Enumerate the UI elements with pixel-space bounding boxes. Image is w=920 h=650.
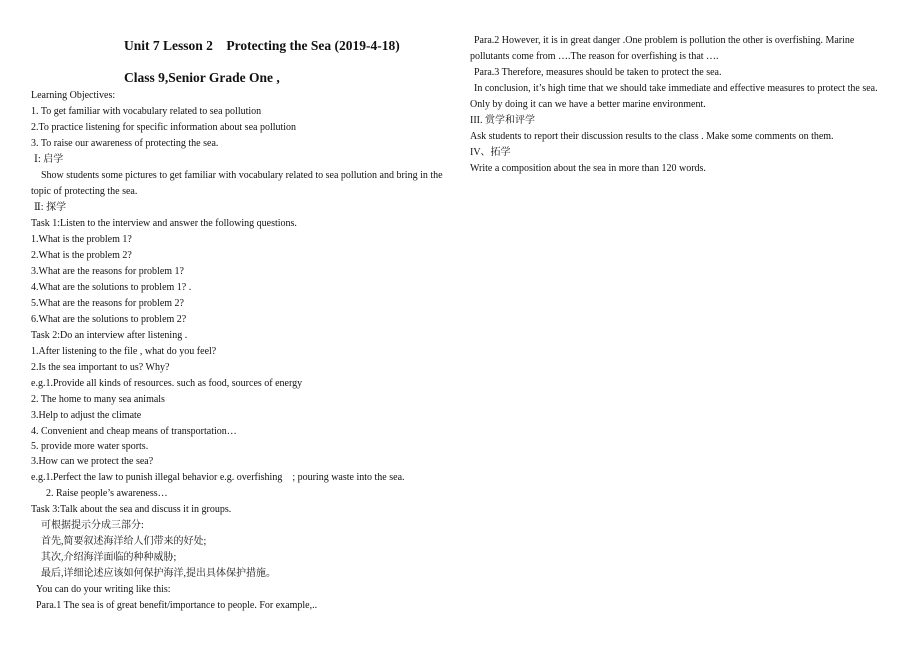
task2-item: e.g.1.Provide all kinds of resources. such as food, sources of energy [31, 378, 303, 389]
task2-item: 1.After listening to the file , what do you feel? [31, 346, 217, 357]
objectives-heading: Learning Objectives: [31, 90, 116, 101]
right-column [470, 33, 895, 177]
task1-question: 4.What are the solutions to problem 1? . [31, 282, 192, 293]
task2-item: e.g.1.Perfect the law to punish illegal behavior e.g. overfishing ; pouring waste into the sea. [31, 472, 405, 483]
task1-question: 2.What is the problem 2? [31, 250, 132, 261]
task1-question: 6.What are the solutions to problem 2? [31, 314, 187, 325]
objective-item: 2.To practice listening for specific information about sea pollution [31, 122, 297, 133]
objective-item: 1. To get familiar with vocabulary related to sea pollution [31, 106, 262, 117]
para1: Para.1 The sea is of great benefit/importance to people. For example,.. [36, 600, 318, 611]
left-column [31, 88, 451, 614]
document-title: Unit 7 Lesson 2 Protecting the Sea (2019-4-18) [124, 38, 400, 53]
task2-item: 2.Is the sea important to us? Why? [31, 362, 170, 373]
task2-item: 5. provide more water sports. [31, 441, 149, 452]
task2-heading: Task 2:Do an interview after listening . [31, 330, 188, 341]
section3-heading: III. 赏学和评学 [470, 115, 535, 126]
task3-hint: 首先,简要叙述海洋给人们带来的好处; [41, 536, 207, 547]
task2-item: 2. Raise people’s awareness… [46, 488, 168, 499]
section1-heading: Ⅰ: 启学 [34, 154, 64, 165]
task1-question: 1.What is the problem 1? [31, 234, 132, 245]
task3-hint: 最后,详细论述应该如何保护海洋,提出具体保护措施。 [41, 568, 276, 579]
para3: Para.3 Therefore, measures should be taken to protect the sea. [474, 67, 722, 78]
section1-text: Show students some pictures to get familiar with vocabulary related to sea pollution and bring in the topic of protecting the sea. [31, 170, 443, 197]
section4-heading: IV、拓学 [470, 147, 511, 158]
task2-item: 3.How can we protect the sea? [31, 456, 154, 467]
para2: Para.2 However, it is in great danger .One problem is pollution the other is overfishing. Marine pollutants come from ….The reason for overfishing is that …. [470, 35, 855, 62]
task3-hint: 其次,介绍海洋面临的种种威胁; [41, 552, 177, 563]
task3-heading: Task 3:Talk about the sea and discuss it in groups. [31, 504, 232, 515]
task2-item: 4. Convenient and cheap means of transportation… [31, 426, 237, 437]
task3-hint: 可根据提示分成三部分: [41, 520, 144, 531]
task2-item: 3.Help to adjust the climate [31, 410, 142, 421]
section4-text: Write a composition about the sea in more than 120 words. [470, 163, 706, 174]
document-subtitle: Class 9,Senior Grade One , [124, 70, 280, 85]
task1-heading: Task 1:Listen to the interview and answer the following questions. [31, 218, 297, 229]
task1-question: 3.What are the reasons for problem 1? [31, 266, 184, 277]
task2-item: 2. The home to many sea animals [31, 394, 165, 405]
task1-question: 5.What are the reasons for problem 2? [31, 298, 184, 309]
objective-item: 3. To raise our awareness of protecting the sea. [31, 138, 219, 149]
conclusion: In conclusion, it’s high time that we should take immediate and effective measures to protect the sea. Only by doing it can we have a better marine environment. [470, 83, 878, 110]
writing-intro: You can do your writing like this: [36, 584, 171, 595]
section2-heading: Ⅱ: 探学 [34, 202, 67, 213]
section3-text: Ask students to report their discussion results to the class . Make some comments on them. [470, 131, 834, 142]
